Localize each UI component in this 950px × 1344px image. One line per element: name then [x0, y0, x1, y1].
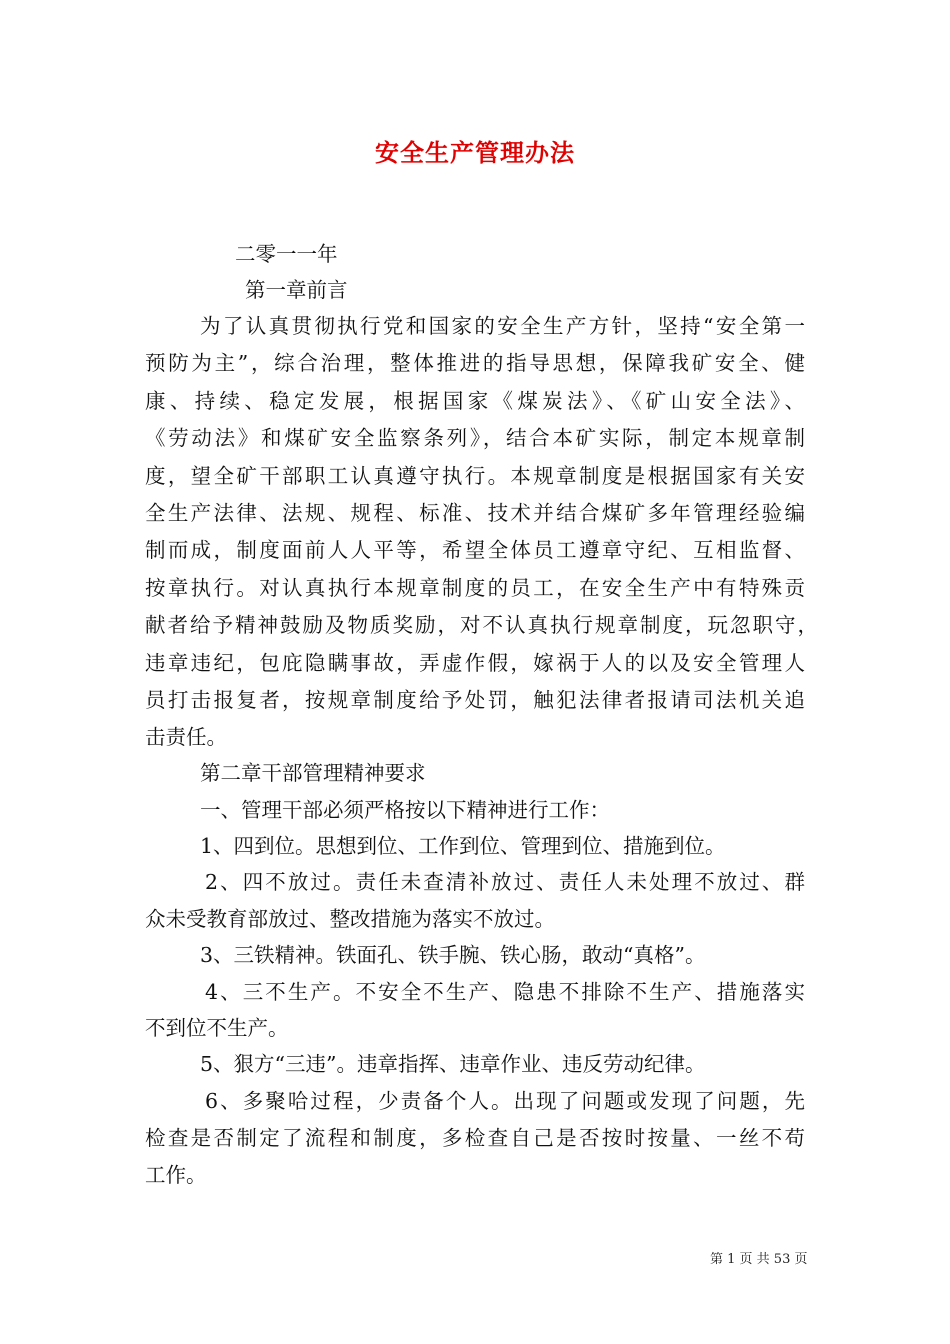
body-line: 5、狠方“三违”。违章指挥、违章作业、违反劳动纪律。	[200, 1052, 706, 1076]
body-line: 全生产法律、法规、规程、标准、技术并结合煤矿多年管理经验编	[145, 501, 805, 525]
document-title: 安全生产管理办法	[375, 138, 575, 167]
body-line: 2、四不放过。责任未查清补放过、责任人未处理不放过、群	[205, 870, 805, 894]
body-line: 一、管理干部必须严格按以下精神进行工作：	[200, 798, 610, 822]
body-line: 不到位不生产。	[145, 1016, 289, 1040]
body-line: 检查是否制定了流程和制度，多检查自己是否按时按量、一丝不苟	[145, 1126, 805, 1150]
body-line: 第二章干部管理精神要求	[200, 761, 426, 785]
body-line: 第一章前言	[245, 278, 348, 302]
body-line: 6、多聚哈过程，少责备个人。出现了问题或发现了问题，先	[205, 1089, 805, 1113]
page-number: 第 1 页 共 53 页	[710, 1252, 808, 1267]
body-line: 献者给予精神鼓励及物质奖励，对不认真执行规章制度，玩忽职守，	[145, 613, 818, 637]
body-line: 二零一一年	[235, 242, 338, 266]
body-line: 度，望全矿干部职工认真遵守执行。本规章制度是根据国家有关安	[145, 464, 805, 488]
body-line: 4、三不生产。不安全不生产、隐患不排除不生产、措施落实	[205, 980, 805, 1004]
body-line: 众未受教育部放过、整改措施为落实不放过。	[145, 907, 555, 931]
body-line: 3、三铁精神。铁面孔、铁手腕、铁心肠，敢动“真格”。	[200, 943, 706, 967]
body-line: 工作。	[145, 1163, 207, 1187]
body-line: 按章执行。对认真执行本规章制度的员工，在安全生产中有特殊贡	[145, 576, 805, 600]
body-line: 《劳动法》和煤矿安全监察条列》，结合本矿实际，制定本规章制	[145, 426, 805, 450]
body-line: 违章违纪，包庇隐瞒事故，弄虚作假，嫁祸于人的以及安全管理人	[145, 651, 805, 675]
body-line: 1、四到位。思想到位、工作到位、管理到位、措施到位。	[200, 834, 726, 858]
body-line: 制而成，制度面前人人平等，希望全体员工遵章守纪、互相监督、	[145, 538, 805, 562]
body-line: 康、持续、稳定发展，根据国家《煤炭法》、《矿山安全法》、	[145, 389, 805, 413]
body-line: 预防为主”，综合治理，整体推进的指导思想，保障我矿安全、健	[145, 351, 805, 375]
body-line: 为了认真贯彻执行党和国家的安全生产方针，坚持“安全第一	[200, 314, 805, 338]
body-line: 员打击报复者，按规章制度给予处罚，触犯法律者报请司法机关追	[145, 688, 805, 712]
body-line: 击责任。	[145, 725, 227, 749]
